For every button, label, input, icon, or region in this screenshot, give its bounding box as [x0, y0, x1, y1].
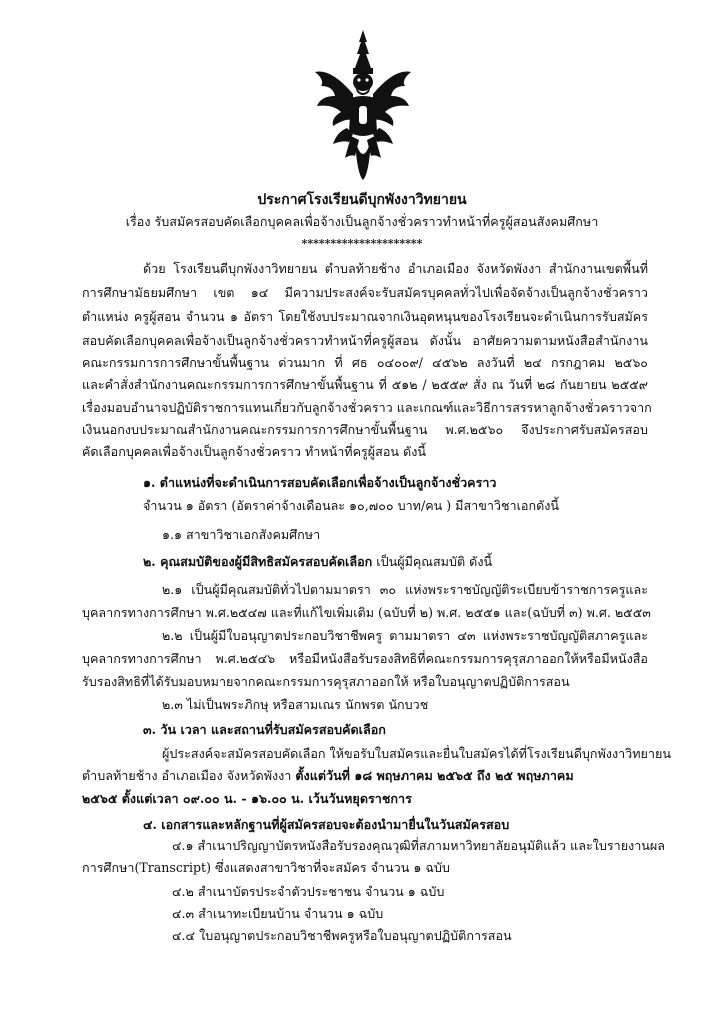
intro-line-8: เงินนอกงบประมาณสำนักงานคณะกรรมการการศึกษาขั้นพื้นฐาน พ.ศ.๒๕๖๐ จึงประกาศรับสมัครสอบ	[82, 422, 648, 437]
intro-line-9: คัดเลือกบุคคลเพื่อจ้างเป็นลูกจ้างชั่วคราว ทำหน้าที่ครูผู้สอน ดังนี้	[82, 444, 426, 459]
section4-line-1: ๔.๑ สำเนาปริญญาบัตรหนังสือรับรองคุณวุฒิที่สภามหาวิทยาลัยอนุมัติแล้ว และใบรายงานผล	[172, 838, 666, 853]
intro-line-2: การศึกษามัธยมศึกษา เขต ๑๔ มีความประสงค์จะรับสมัครบุคคลทั่วไปเพื่อจัดจ้างเป็นลูกจ้างชั่วคราว	[82, 285, 648, 300]
intro-line-5: คณะกรรมการการศึกษาขั้นพื้นฐาน ด่วนมาก ที่ ศธ ๐๔๐๐๙/ ๔๕๖๒ ลงวันที่ ๒๔ กรกฎาคม ๒๕๖๐	[82, 355, 648, 370]
section2-line-2: บุคลากรทางการศึกษา พ.ศ.๒๕๔๗ และที่แก้ไขเพิ่มเติม (ฉบับที่ ๒) พ.ศ. ๒๕๕๑ และ(ฉบับที่ ๓) พ.ศ. ๒๕๕๓	[82, 605, 651, 620]
section4-line-2: การศึกษา(Transcript) ซึ่งแสดงสาขาวิชาที่จะสมัคร จำนวน ๑ ฉบับ	[82, 860, 450, 875]
section1-item: ๑.๑ สาขาวิชาเอกสังคมศึกษา	[162, 527, 321, 542]
section3-line-3: ๒๕๖๕ ตั้งแต่เวลา ๐๙.๐๐ น. - ๑๖.๐๐ น. เว้นวันหยุดราชการ	[82, 791, 412, 806]
section2-line-1: ๒.๑ เป็นผู้มีคุณสมบัติทั่วไปตามมาตรา ๓๐ แห่งพระราชบัญญัติระเบียบข้าราชการครูและ	[162, 582, 648, 597]
intro-line-4: สอบคัดเลือกบุคคลเพื่อจ้างเป็นลูกจ้างชั่วคราวทำหน้าที่ครูผู้สอน ดังนั้น อาศัยความตามหนังสือสำนักงาน	[82, 333, 648, 348]
divider-stars: *********************	[301, 237, 423, 250]
section2-line-5: รับรองสิทธิที่ได้รับมอบหมายจากคณะกรรมการคุรุสภาออกให้ หรือใบอนุญาตปฏิบัติการสอน	[82, 674, 570, 689]
section3-heading: ๓. วัน เวลา และสถานที่รับสมัครสอบคัดเลือก	[143, 722, 386, 737]
announcement-title: ประกาศโรงเรียนดีบุกพังงาวิทยายน	[257, 192, 467, 208]
section4-line-5: ๔.๔ ใบอนุญาตประกอบวิชาชีพครูหรือใบอนุญาตปฏิบัติการสอน	[172, 928, 512, 943]
garuda-emblem	[311, 28, 415, 184]
section2-heading-row	[143, 554, 492, 570]
section3-line-1: ผู้ประสงค์จะสมัครสอบคัดเลือก ให้ขอรับใบสมัครและยื่นใบสมัครได้ที่โรงเรียนดีบุกพังงาวิทยายน	[162, 746, 671, 761]
section1-heading: ๑. ตำแหน่งที่จะดำเนินการสอบคัดเลือกเพื่อจ้างเป็นลูกจ้างชั่วคราว	[143, 475, 497, 490]
section2-line-3: ๒.๒ เป็นผู้มีใบอนุญาตประกอบวิชาชีพครู ตามมาตรา ๔๓ แห่งพระราชบัญญัติสภาครูและ	[162, 628, 648, 643]
intro-line-7: เรื่องมอบอำนาจปฏิบัติราชการแทนเกี่ยวกับลูกจ้างชั่วคราว และเกณฑ์และวิธีการสรรหาลูกจ้างชั่วคราวจาก	[82, 400, 652, 415]
section3-place: ตำบลท้ายช้าง อำเภอเมือง จังหวัดพังงา	[82, 768, 296, 783]
section2-heading-tail: เป็นผู้มีคุณสมบัติ ดังนี้	[376, 554, 493, 569]
section1-line: จำนวน ๑ อัตรา (อัตราค่าจ้างเดือนละ ๑๐,๗๐๐ บาท/คน ) มีสาขาวิชาเอกดังนี้	[143, 498, 560, 513]
section2-heading: ๒. คุณสมบัติของผู้มีสิทธิสมัครสอบคัดเลือก	[143, 554, 373, 569]
section4-line-4: ๔.๓ สำเนาทะเบียนบ้าน จำนวน ๑ ฉบับ	[172, 906, 384, 921]
section3-line-2	[82, 768, 574, 784]
intro-line-6: และคำสั่งสำนักงานคณะกรรมการการศึกษาขั้นพื้นฐาน ที่ ๕๑๒ / ๒๕๕๙ สั่ง ณ วันที่ ๒๘ กันยายน ๒๕๕๙	[82, 377, 648, 392]
section4-heading: ๔. เอกสารและหลักฐานที่ผู้สมัครสอบจะต้องนำมายื่นในวันสมัครสอบ	[143, 817, 510, 832]
section2-line-4: บุคลากรทางการศึกษา พ.ศ.๒๕๔๖ หรือมีหนังสือรับรองสิทธิที่คณะกรรมการคุรุสภาออกให้หรือมีหนังสือ	[82, 651, 648, 666]
intro-line-1: ด้วย โรงเรียนดีบุกพังงาวิทยายน ตำบลท้ายช้าง อำเภอเมือง จังหวัดพังงา สำนักงานเขตพื้นที่	[143, 261, 648, 276]
section3-date-range: ตั้งแต่วันที่ ๑๘ พฤษภาคม ๒๕๖๕ ถึง ๒๕ พฤษภาคม	[295, 768, 574, 783]
section2-line-6: ๒.๓ ไม่เป็นพระภิกษุ หรือสามเณร นักพรต นักบวช	[162, 697, 429, 712]
section4-line-3: ๔.๒ สำเนาบัตรประจำตัวประชาชน จำนวน ๑ ฉบับ	[172, 884, 445, 899]
intro-line-3: ตำแหน่ง ครูผู้สอน จำนวน ๑ อัตรา โดยใช้งบประมาณจากเงินอุดหนุนของโรงเรียนจะดำเนินการรับสมัคร	[82, 309, 648, 324]
announcement-subject: เรื่อง รับสมัครสอบคัดเลือกบุคคลเพื่อจ้างเป็นลูกจ้างชั่วคราวทำหน้าที่ครูผู้สอนสังคมศึกษา	[125, 214, 599, 229]
